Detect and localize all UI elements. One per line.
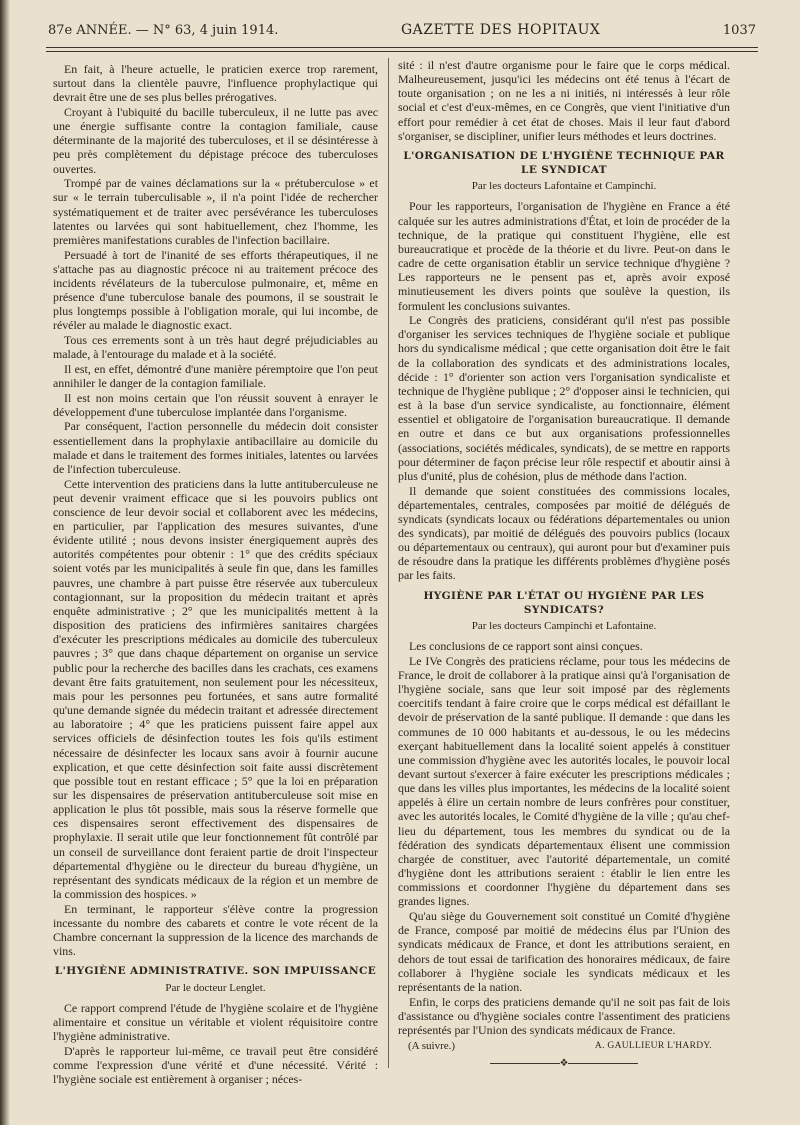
paragraph: En terminant, le rapporteur s'élève contre la progression incessante du nombre des cabarets et contre le vote récent de la Chambre concernant la suppression de la licence des marchands de vins. [53, 901, 378, 959]
journal-title: GAZETTE DES HOPITAUX [400, 22, 601, 38]
section-byline: Par le docteur Lenglet. [165, 981, 266, 994]
paragraph: Croyant à l'ubiquité du bacille tuberculeux, il ne lutte pas avec une énergie suffisante contre la contagion familiale, cause déterminante de la majorité des tuberculoses, et il se désintéresse à peu près complètement du dépistage précoce des tuberculoses ouvertes. [53, 104, 378, 176]
paragraph: Qu'au siège du Gouvernement soit constitué un Comité d'hygiène de France, composé par moitié de médecins élus par l'Union des syndicats médicaux de France, et dont les attributions seraient, en dehors de tout essai de tarification des honoraires médicaux, de faire collaborer à l'hygiène sociale les syndicats médicaux et les représentants de la nation. [398, 909, 730, 994]
section-heading: HYGIÈNE PAR L'ÉTAT OU HYGIÈNE PAR LES SYNDICATS? [423, 589, 705, 616]
header-rule-thin [46, 51, 758, 52]
right-column [398, 58, 730, 1071]
page-number: 1037 [722, 23, 756, 38]
page-header [48, 22, 756, 50]
section-byline: Par les docteurs Lafontaine et Campinchi. [471, 180, 657, 193]
paragraph: Par conséquent, l'action personnelle du médecin doit consister essentiellement dans la prophylaxie antibacillaire au domicile du malade et dans le traitement des formes initiales, latentes ou larvées de l'infection tuberculeuse. [53, 419, 378, 476]
paragraph: Il est, en effet, démontré d'une manière péremptoire que l'on peut annihiler le danger de la contagion familiale. [53, 361, 378, 390]
signature-line [398, 1039, 730, 1053]
paragraph: Trompé par de vaines déclamations sur la « prétuberculose » et sur « le terrain tuberculisable », il n'a point l'idée de rechercher systématiquement et de traiter avec persévérance les tuberculoses latentes ou larvées qui sont habituellement, chez l'homme, les premières manifestations curables de l'infection bacillaire. [53, 176, 378, 247]
paragraph: Il est non moins certain que l'on réussit souvent à enrayer le développement d'une tuberculose implantée dans l'organisme. [53, 390, 378, 419]
paragraph: Cette intervention des praticiens dans la lutte antituberculeuse ne peut devenir vraiment efficace que si les pouvoirs publics ont conscience de leur devoir social et collaborent avec les médecins, en particulier, par l'application des mesures suivantes, d'une évidente utilité ; nous devons insister énergiquement auprès des autorités compétentes pour obtenir : 1° que des crédits spéciaux soient votés par les municipalités à seule fin que, dans les familles pauvres, une chambre à part puisse être réservée aux tuberculeux contagionnant, sur la proposition du médecin traitant et après enquête administrative ; 2° que les municipalités mettent à la disposition des praticiens des infirmières sanitaires chargées d'exécuter les prescriptions médicales au domicile des tuberculeux pauvres ; 3° que dans chaque département on organise un service public pour la recherche des bacilles dans les crachats, ces examens devant être faits gratuitement, non seulement pour les nécessiteux, mais pour les personnes peu fortunées, et sans autre formalité qu'une demande signée du médecin traitant et adressée directement au laboratoire ; 4° que les praticiens puissent faire appel aux services officiels de désinfection toutes les fois qu'ils estiment nécessaire de désinfecter les locaux sans avoir à fournir aucune explication, et que cette désinfection soit faite aussi discrètement que possible tout en restant efficace ; 5° que la loi en préparation sur les dispensaires de préservation antituberculeuse soit mise en application le plus tôt possible, mais sous la réserve formelle que ces dispensaires seront effectivement des dispensaires de prophylaxie. Il serait utile que leur fonctionnement fût contrôlé par un conseil de surveillance dont feraient partie de droit l'inspecteur départemental d'hygiène ou le directeur du bureau d'hygiène, un représentant des syndicats médicaux de la région et un membre de la commission des hospices. » [53, 476, 378, 902]
paragraph: Tous ces errements sont à un très haut degré préjudiciables au malade, à l'entourage du malade et à la société. [53, 332, 378, 362]
paragraph: Il demande que soient constituées des commissions locales, départementales, centrales, composées par moitié de délégués de syndicats (syndicats locaux ou fédérations départementales ou union des syndicats), par moitié de délégués des pouvoirs publics (locaux ou départementaux ou centraux), qui auront pour but d'examiner puis de résoudre dans la pratique les différents problèmes d'hygiène posés par les faits. [398, 483, 730, 583]
paragraph: En fait, à l'heure actuelle, le praticien exerce trop rarement, surtout dans la clientèle pauvre, l'influence prophylactique qui devrait être une de ses plus belles prérogatives. [53, 62, 378, 105]
paragraph: Le Congrès des praticiens, considérant qu'il n'est pas possible d'organiser les services techniques de l'hygiène sociale et publique hors du syndicalisme médical ; que cette organisation doit être le fait de la collaboration des syndicats et des administrations locales, décide : 1° d'orienter son action vers l'organisation syndicaliste et technique de l'hygiène publique ; 2° d'opposer ainsi le technicien, qui est à la base d'un service syndicaliste, au fonctionnaire, élément essentiel et obligatoire de l'organisation bureaucratique. Il demande en outre et dans ce but aux organisations professionnelles (associations, sociétés médicales, syndicats), de se mettre en rapports pour déterminer de façon précise leur rôle respectif et aboutir ainsi à plus d'unité, plus de cohésion, plus de méthode dans l'action. [398, 313, 730, 483]
paragraph: Enfin, le corps des praticiens demande qu'il ne soit pas fait de lois d'assistance ou d'hygiène sociales contre l'assentiment des praticiens représentés par l'Union des syndicats médicaux de France. [398, 994, 730, 1037]
paragraph: Le IVe Congrès des praticiens réclame, pour tous les médecins de France, le droit de collaborer à la pratique ainsi qu'à l'organisation de l'hygiène sociale, sans que leur soit imposé par des règlements coercitifs tendant à faire croire que le corps médical est défaillant le devoir de préservation de la santé publique. Il demande : que dans les communes de 10 000 habitants et au-dessous, le ou les médecins exerçant habituellement dans la localité soient appelés à constituer une commission d'hygiène avec les autorités locales, le pouvoir local devant surtout s'exercer à faire exécuter les prescriptions médicales ; que dans les villes plus importantes, les médecins de la localité soient appelés à élire un certain nombre de leurs confrères pour constituer, avec les autorités locales, le Comité d'hygiène de la ville ; qu'au chef-lieu du département, tous les membres du syndicat ou de la fédération des syndicats départementaux élisent une commission chargée de constituer, avec l'autorité départementale, un comité d'hygiène dont les attributions seraient : établir le lien entre les commissions et coordonner l'hygiène du département dans ses grandes lignes. [398, 653, 730, 909]
paragraph: Persuadé à tort de l'inanité de ses efforts thérapeutiques, il ne s'attache pas au diagnostic précoce ni au traitement précoce des incidents révélateurs de la tuberculose pulmonaire, et, même en présence d'une tuberculose banale des poumons, il se soustrait le plus longtemps possible à l'obligation morale, qui lui incombe, de révéler au malade le diagnostic exact. [53, 247, 378, 333]
to-be-continued: (A suivre.) [408, 1039, 456, 1052]
paragraph: D'après le rapporteur lui-même, ce travail peut être considéré comme l'expression d'une vérité et d'une nécessité. Vérité : l'hygiène sociale est entièrement à organiser ; néces- [53, 1043, 378, 1086]
author-name: A. GAULLIEUR L'HARDY. [594, 1040, 712, 1051]
column-divider [388, 58, 389, 1068]
paragraph: Pour les rapporteurs, l'organisation de l'hygiène en France a été calquée sur les autres administrations d'État, et loin de procéder de la technique, de la pratique qui constituent l'hygiène, elle est bureaucratique et procède de la théorie et du livre. Peut-on dans le cadre de cette organisation établir un service technique d'hygiène ? Les rapporteurs ne le pensent pas et, après avoir exposé minutieusement les divers points que soulève la question, ils formulent les conclusions suivantes. [398, 199, 730, 313]
section-heading: L'HYGIÈNE ADMINISTRATIVE. SON IMPUISSANCE [54, 965, 377, 978]
section-byline: Par les docteurs Campinchi et Lafontaine. [471, 619, 657, 632]
header-rule [46, 47, 758, 48]
fleuron-ornament: ❖ [398, 1057, 730, 1071]
page-edge-shadow [0, 0, 10, 1125]
paragraph: Ce rapport comprend l'étude de l'hygiène scolaire et de l'hygiène alimentaire et consitue un véritable et violent réquisitoire contre l'hygiène administrative. [53, 1000, 378, 1043]
issue-info: 87e ANNÉE. — N° 63, 4 juin 1914. [48, 23, 279, 38]
section-heading: L'ORGANISATION DE L'HYGIÈNE TECHNIQUE PAR LE SYNDICAT [403, 149, 725, 177]
left-column [53, 62, 378, 1087]
paragraph: Les conclusions de ce rapport sont ainsi conçues. [409, 639, 643, 654]
paragraph: sité : il n'est d'autre organisme pour le faire que le corps médical. Malheureusement, jusqu'ici les médecins ont été tenus à l'écart de toute organisation ; on ne les a ni initiés, ni intéressés à leur rôle social et c'est d'eux-mêmes, en ce Congrès, que vient l'initiative d'un effort pour remédier à cet état de choses. Mais il leur faut d'abord s'organiser, se discipliner, unifier leurs méthodes et leurs doctrines. [398, 58, 730, 143]
